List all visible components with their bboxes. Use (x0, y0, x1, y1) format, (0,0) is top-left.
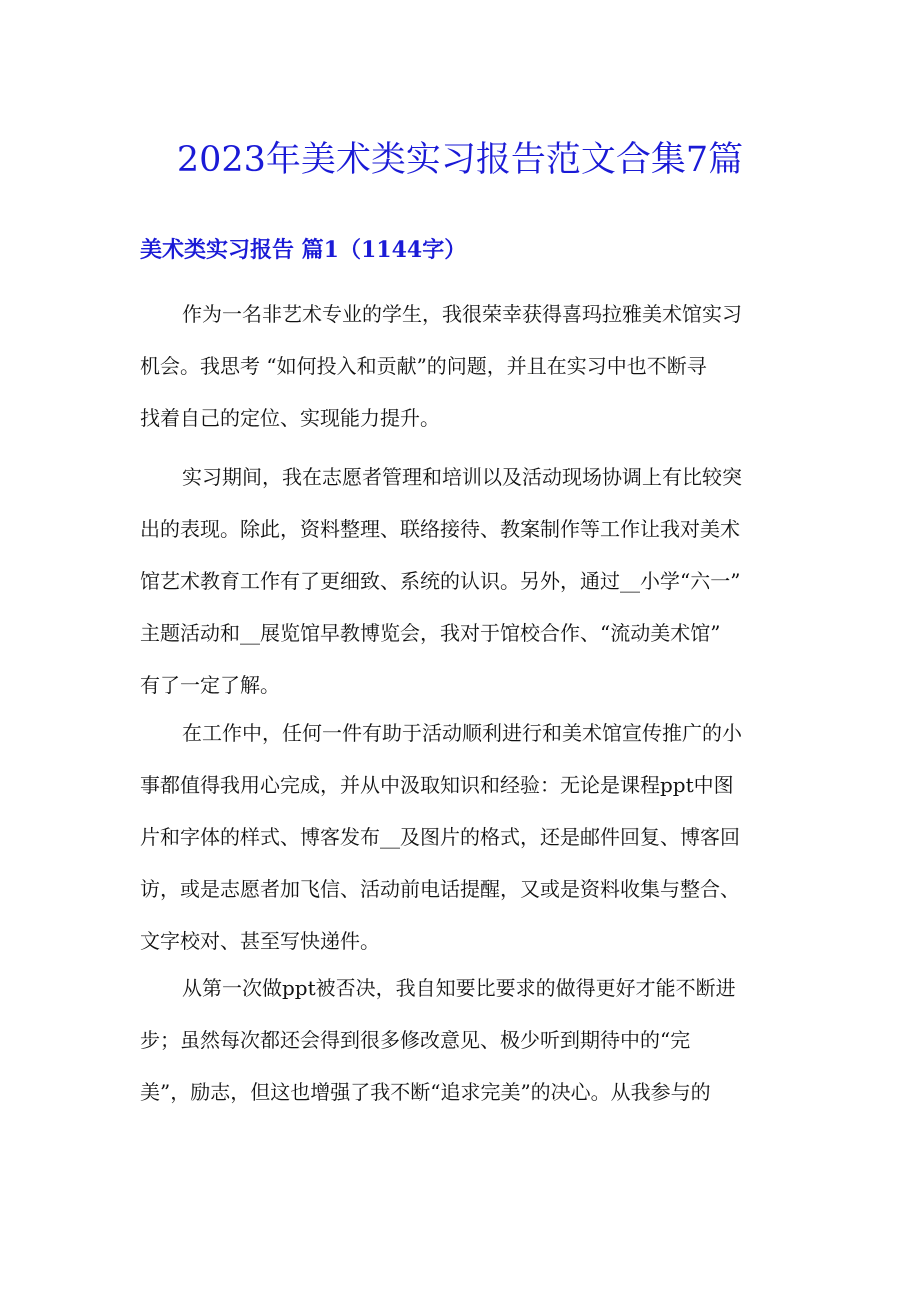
paragraph-line: 主题活动和__展览馆早教博览会，我对于馆校合作、“流动美术馆” (140, 621, 721, 645)
paragraph-line: 找着自己的定位、实现能力提升。 (140, 406, 440, 430)
paragraph-line: 机会。我思考 “如何投入和贡献”的问题，并且在实习中也不断寻 (140, 354, 707, 378)
paragraph-4 (140, 962, 782, 1118)
paragraph-line: 作为一名非艺术专业的学生，我很荣幸获得喜玛拉雅美术馆实习 (182, 302, 742, 326)
paragraph-line: 步；虽然每次都还会得到很多修改意见、极少听到期待中的“完 (140, 1028, 691, 1052)
paragraph-3 (140, 707, 782, 967)
paragraph-line: 在工作中，任何一件有助于活动顺利进行和美术馆宣传推广的小 (182, 721, 742, 745)
paragraph-line: 实习期间，我在志愿者管理和培训以及活动现场协调上有比较突 (182, 465, 742, 489)
paragraph-line: 文字校对、甚至写快递件。 (140, 929, 380, 953)
paragraph-1 (140, 288, 782, 444)
paragraph-line: 访，或是志愿者加飞信、活动前电话提醒，又或是资料收集与整合、 (140, 877, 740, 901)
paragraph-line: 出的表现。除此，资料整理、联络接待、教案制作等工作让我对美术 (140, 517, 740, 541)
paragraph-line: 从第一次做ppt被否决，我自知要比要求的做得更好才能不断进 (182, 976, 736, 1000)
section-heading: 美术类实习报告 篇1（1144字） (140, 237, 467, 263)
paragraph-line: 美”，励志，但这也增强了我不断“追求完美”的决心。从我参与的 (140, 1080, 711, 1104)
paragraph-line: 片和字体的样式、博客发布__及图片的格式，还是邮件回复、博客回 (140, 825, 740, 849)
paragraph-2 (140, 451, 782, 711)
paragraph-line: 事都值得我用心完成，并从中汲取知识和经验：无论是课程ppt中图 (140, 773, 734, 797)
paragraph-line: 有了一定了解。 (140, 673, 280, 697)
paragraph-line: 馆艺术教育工作有了更细致、系统的认识。另外，通过__小学“六一” (140, 569, 741, 593)
document-title: 2023年美术类实习报告范文合集7篇 (176, 140, 744, 180)
